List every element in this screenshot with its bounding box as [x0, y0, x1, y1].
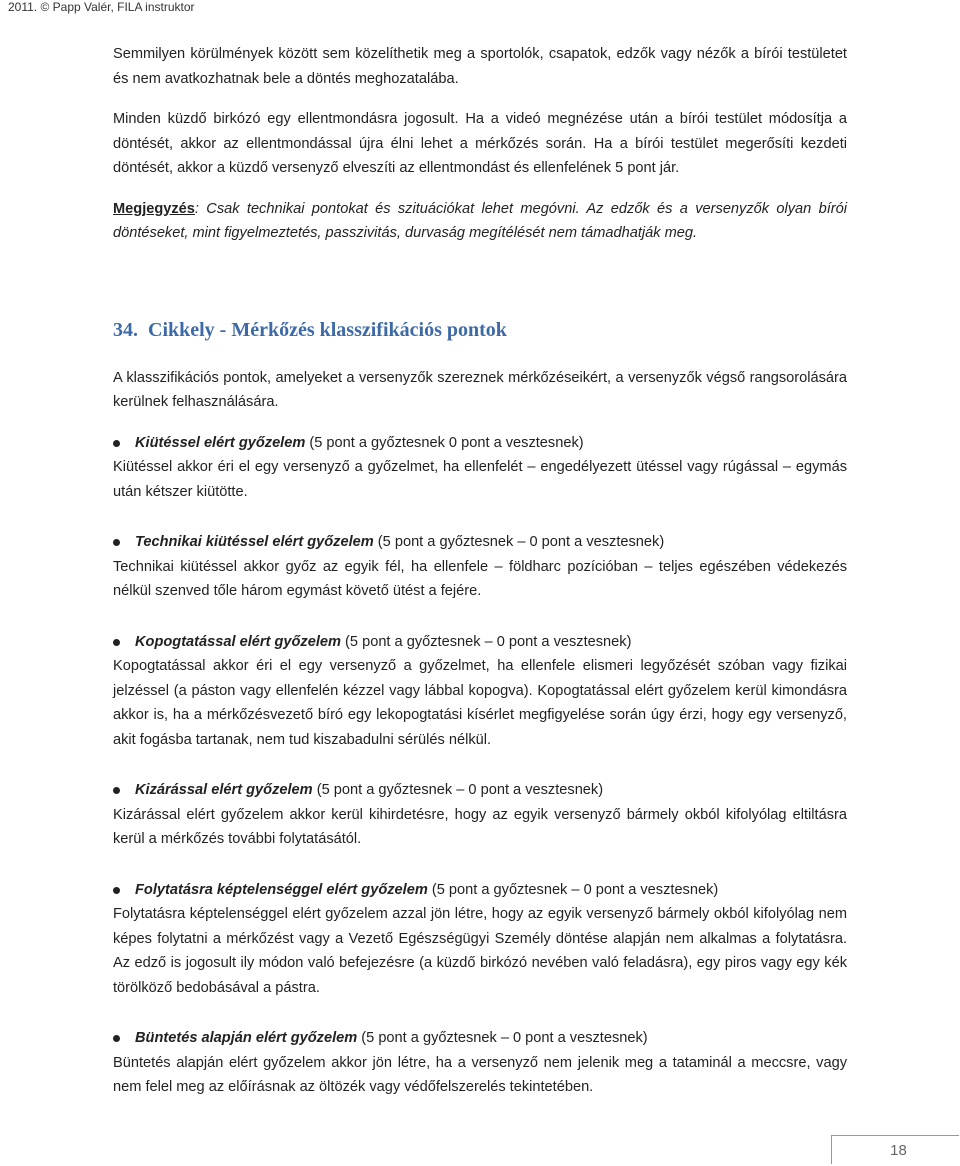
- page-number-box: [831, 1135, 959, 1164]
- list-item: [113, 530, 847, 604]
- list-item: [113, 1026, 847, 1100]
- section-heading: [113, 306, 847, 366]
- item-body: Technikai kiütéssel akkor győz az egyik fél, ha ellenfele – földharc pozícióban – teljes egészében védekezés nélkül szenved tőle három egymást követő ütést a fejére.: [113, 558, 847, 599]
- item-body: Büntetés alapján elért győzelem akkor jön létre, ha a versenyző nem jelenik meg a tataminál a meccsre, vagy nem felel meg az előírásnak az öltözék vagy védőfelszerelés tekintetében.: [113, 1054, 847, 1095]
- item-title: Kizárással elért győzelem: [135, 782, 313, 798]
- list-item: [113, 431, 847, 505]
- item-points: (5 pont a győztesnek – 0 pont a vesztesnek): [357, 1030, 648, 1046]
- note-label: Megjegyzés: [113, 200, 195, 217]
- item-points: (5 pont a győztesnek – 0 pont a vesztesnek): [427, 881, 719, 898]
- section-title: Cikkely - Mérkőzés klasszifikációs pontok: [148, 318, 507, 341]
- note-paragraph: [113, 197, 847, 246]
- item-body: Kiütéssel akkor éri el egy versenyző a győzelmet, ha ellenfelét – engedélyezett ütéssel vagy rúgással – egymás után kétszer kiütötte.: [113, 459, 847, 500]
- list-item: [113, 778, 847, 852]
- item-heading: [113, 630, 847, 655]
- bullet-icon: [113, 440, 120, 447]
- item-title: Büntetés alapján elért győzelem: [135, 1030, 358, 1046]
- note-text: : Csak technikai pontokat és szituációkat lehet megóvni. Az edzők és a versenyzők olyan bírói döntéseket, mint figyelmeztetés, passzivitás, durvaság megítélését nem támadhatják meg.: [113, 200, 847, 241]
- bullet-icon: [113, 539, 120, 546]
- list-item: [113, 878, 847, 1001]
- page-number: 18: [890, 1142, 907, 1159]
- item-title: Kopogtatással elért győzelem: [135, 633, 341, 650]
- item-points: (5 pont a győztesnek – 0 pont a vesztesnek): [312, 782, 604, 798]
- item-body: Kizárással elért győzelem akkor kerül kihirdetésre, hogy az egyik versenyző bármely okból kifolyólag eltiltásra kerül a mérkőzés további folytatásától.: [113, 806, 847, 847]
- bullet-icon: [113, 787, 120, 794]
- bullet-icon: [113, 1035, 120, 1042]
- item-body: Folytatásra képtelenséggel elért győzelem azzal jön létre, hogy az egyik versenyző bármely okból kifolyólag nem képes folytatni a mérkőzést vagy a Vezető Egészségügyi Személy döntése alapján nem alkalmas a folytatásra. Az edző is jogosult ily módon való befejezésre (a küzdő birkózó nevében való feladásra), egy piros vagy egy kék törölköző bedobásával a pástra.: [113, 906, 847, 996]
- document-body: [113, 42, 847, 1100]
- bullet-icon: [113, 887, 120, 894]
- item-title: Folytatásra képtelenséggel elért győzelem: [135, 881, 428, 898]
- item-points: (5 pont a győztesnek 0 pont a vesztesnek): [305, 434, 584, 451]
- item-title: Kiütéssel elért győzelem: [135, 434, 306, 451]
- item-title: Technikai kiütéssel elért győzelem: [135, 534, 374, 550]
- paragraph-intro-2: Minden küzdő birkózó egy ellentmondásra jogosult. Ha a videó megnézése után a bírói testület módosítja a döntését, akkor az ellentmondással újra élni lehet a mérkőzés során. Ha a bírói testület megerősíti kezdeti döntését, akkor a küzdő versenyző elveszíti az ellentmondást és ellenfelének 5 pont jár.: [113, 111, 847, 176]
- section-number: 34.: [113, 318, 138, 341]
- item-heading: [113, 878, 847, 903]
- item-body: Kopogtatással akkor éri el egy versenyző a győzelmet, ha ellenfele elismeri legyőzését szóban vagy fizikai jelzéssel (a páston vagy ellenfelén kézzel vagy lábbal kopogva). Kopogtatással elért győzelem kerül kimondásra akkor is, ha a mérkőzésvezető bíró egy lekopogtatási kísérlet megfigyelése során úgy érzi, hogy egy versenyző, akit fogásba tartanak, nem tud kiszabadulni sérülés nélkül.: [113, 658, 847, 748]
- list-item: [113, 630, 847, 753]
- item-heading: [113, 778, 847, 803]
- item-heading: [113, 431, 847, 456]
- item-points: (5 pont a győztesnek – 0 pont a vesztesnek): [341, 633, 632, 650]
- section-intro: A klasszifikációs pontok, amelyeket a versenyzők szereznek mérkőzéseikért, a versenyzők végső rangsorolására kerülnek felhasználására.: [113, 369, 847, 410]
- item-heading: [113, 530, 847, 555]
- bullet-icon: [113, 639, 120, 646]
- page-header: 2011. © Papp Valér, FILA instruktor: [8, 0, 195, 14]
- item-points: (5 pont a győztesnek – 0 pont a vesztesnek): [373, 534, 665, 550]
- paragraph-intro-1: Semmilyen körülmények között sem közelíthetik meg a sportolók, csapatok, edzők vagy nézők a bírói testületet és nem avatkozhatnak bele a döntés meghozatalába.: [113, 46, 847, 87]
- item-heading: [113, 1026, 847, 1051]
